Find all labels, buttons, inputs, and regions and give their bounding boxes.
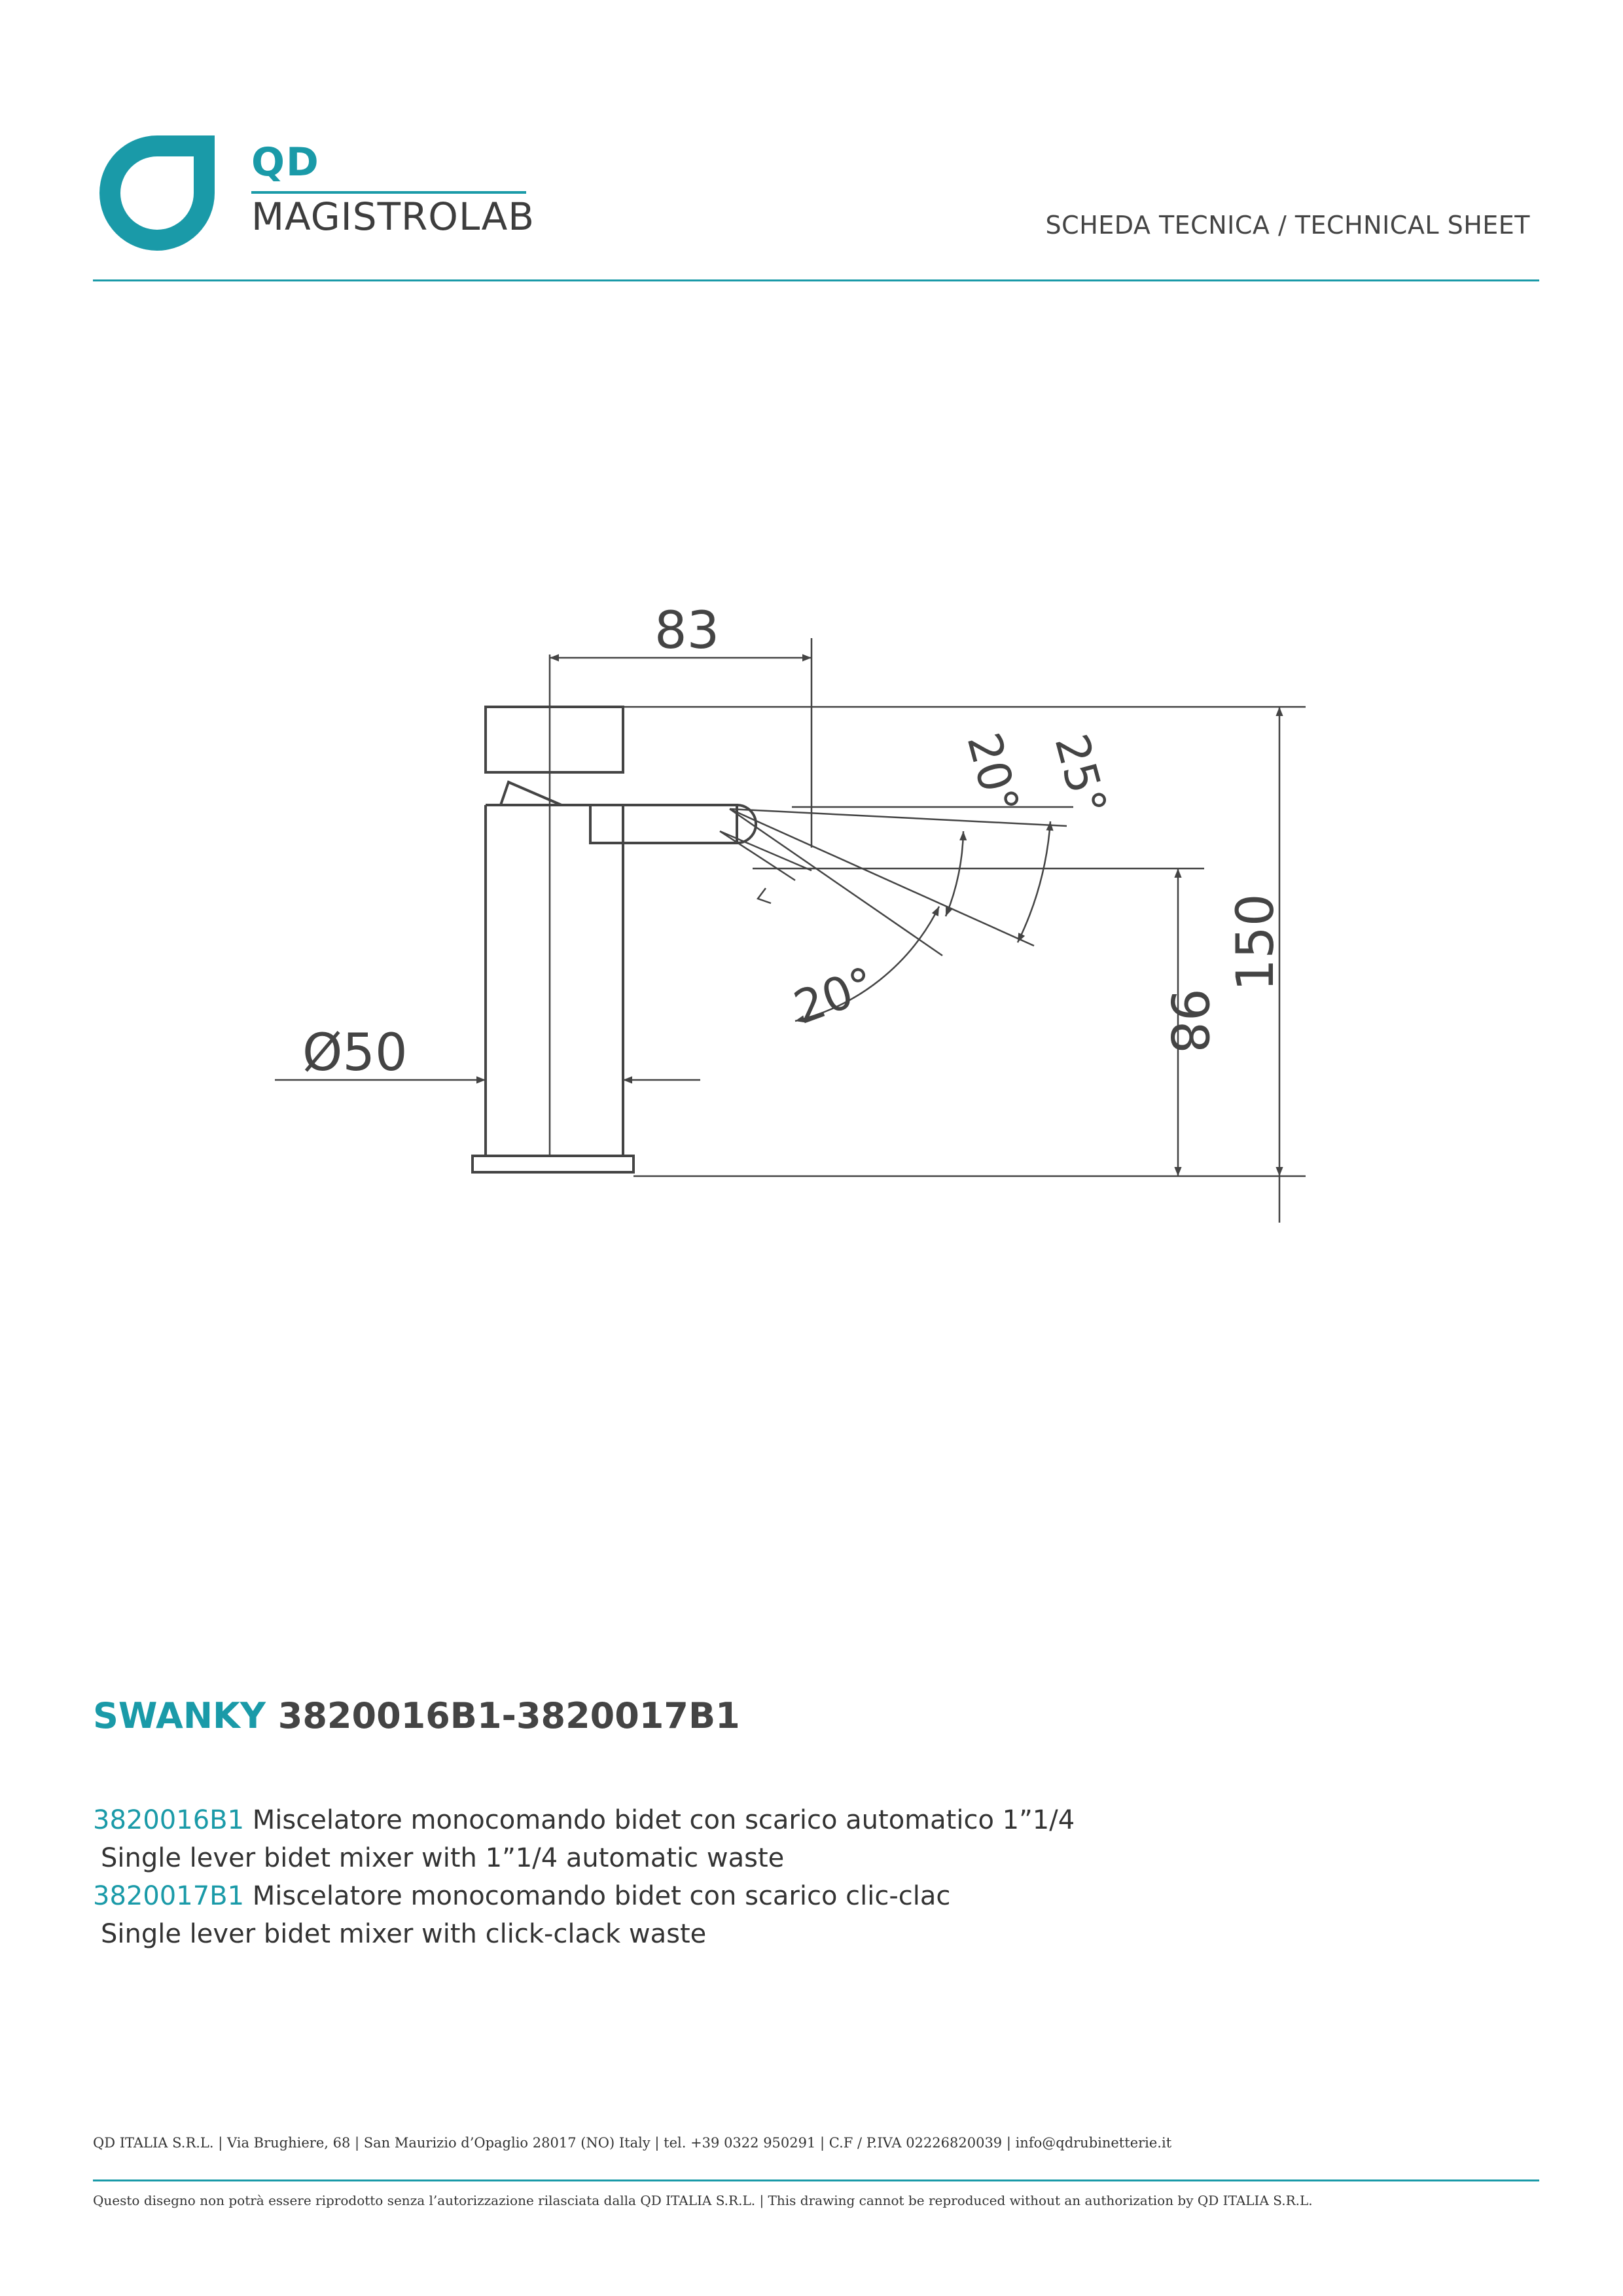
company-info: QD ITALIA S.R.L. | Via Brughiere, 68 | San Maurizio d’Opaglio 28017 (NO) Italy | tel. +39 0322 950291 | C.F / P.IVA 02226820039 | info@qdrubinetterie.it xyxy=(93,2135,1172,2151)
mixer-base xyxy=(473,1156,633,1172)
footer-divider xyxy=(93,2179,1539,2181)
brand-underline xyxy=(251,191,526,194)
angle-lower-label: 20° xyxy=(787,956,882,1035)
sheet-label: SCHEDA TECNICA / TECHNICAL SHEET xyxy=(1045,211,1530,240)
product-descriptions xyxy=(93,1801,1075,1953)
dim-height-total-label: 150 xyxy=(1226,893,1285,992)
header-divider xyxy=(93,279,1539,281)
description-item xyxy=(93,1801,1075,1839)
lever-wedge xyxy=(501,782,562,805)
item-code: 3820017B1 xyxy=(93,1881,245,1911)
copyright-disclaimer: Questo disegno non potrà essere riprodotto senza l’autorizzazione rilasciata dalla QD ITALIA S.R.L. | This drawing cannot be reproduced without an authorization by QD ITALIA S.R.L. xyxy=(93,2193,1313,2208)
mixer-lever xyxy=(486,707,623,772)
angle-upper-b-label: 25° xyxy=(1044,728,1117,821)
dim-diameter-label: Ø50 xyxy=(302,1024,408,1083)
description-item xyxy=(93,1877,1075,1915)
angle-arc-upper-b xyxy=(1018,821,1050,942)
mixer-spout xyxy=(590,805,737,843)
logo-mark xyxy=(92,128,223,259)
brand-name: MAGISTROLAB xyxy=(251,194,535,239)
item-code: 3820016B1 xyxy=(93,1805,245,1835)
technical-drawing xyxy=(249,589,1348,1244)
item-description-it: Miscelatore monocomando bidet con scarico automatico 1”1/4 xyxy=(252,1805,1075,1835)
product-codes: 3820016B1-3820017B1 xyxy=(277,1695,740,1736)
angle-arc-upper-a xyxy=(946,831,963,916)
item-description-en: Single lever bidet mixer with 1”1/4 automatic waste xyxy=(101,1843,785,1873)
product-title xyxy=(93,1695,740,1736)
item-description-en: Single lever bidet mixer with click-clack waste xyxy=(101,1919,707,1949)
dim-width-label: 83 xyxy=(654,601,720,660)
product-name: SWANKY xyxy=(93,1695,266,1736)
item-description-it: Miscelatore monocomando bidet con scarico clic-clac xyxy=(252,1881,951,1911)
brand-qd: QD xyxy=(251,139,320,185)
dim-height-spout-label: 98 xyxy=(1159,988,1218,1054)
angle-upper-a-label: 20° xyxy=(956,727,1029,820)
